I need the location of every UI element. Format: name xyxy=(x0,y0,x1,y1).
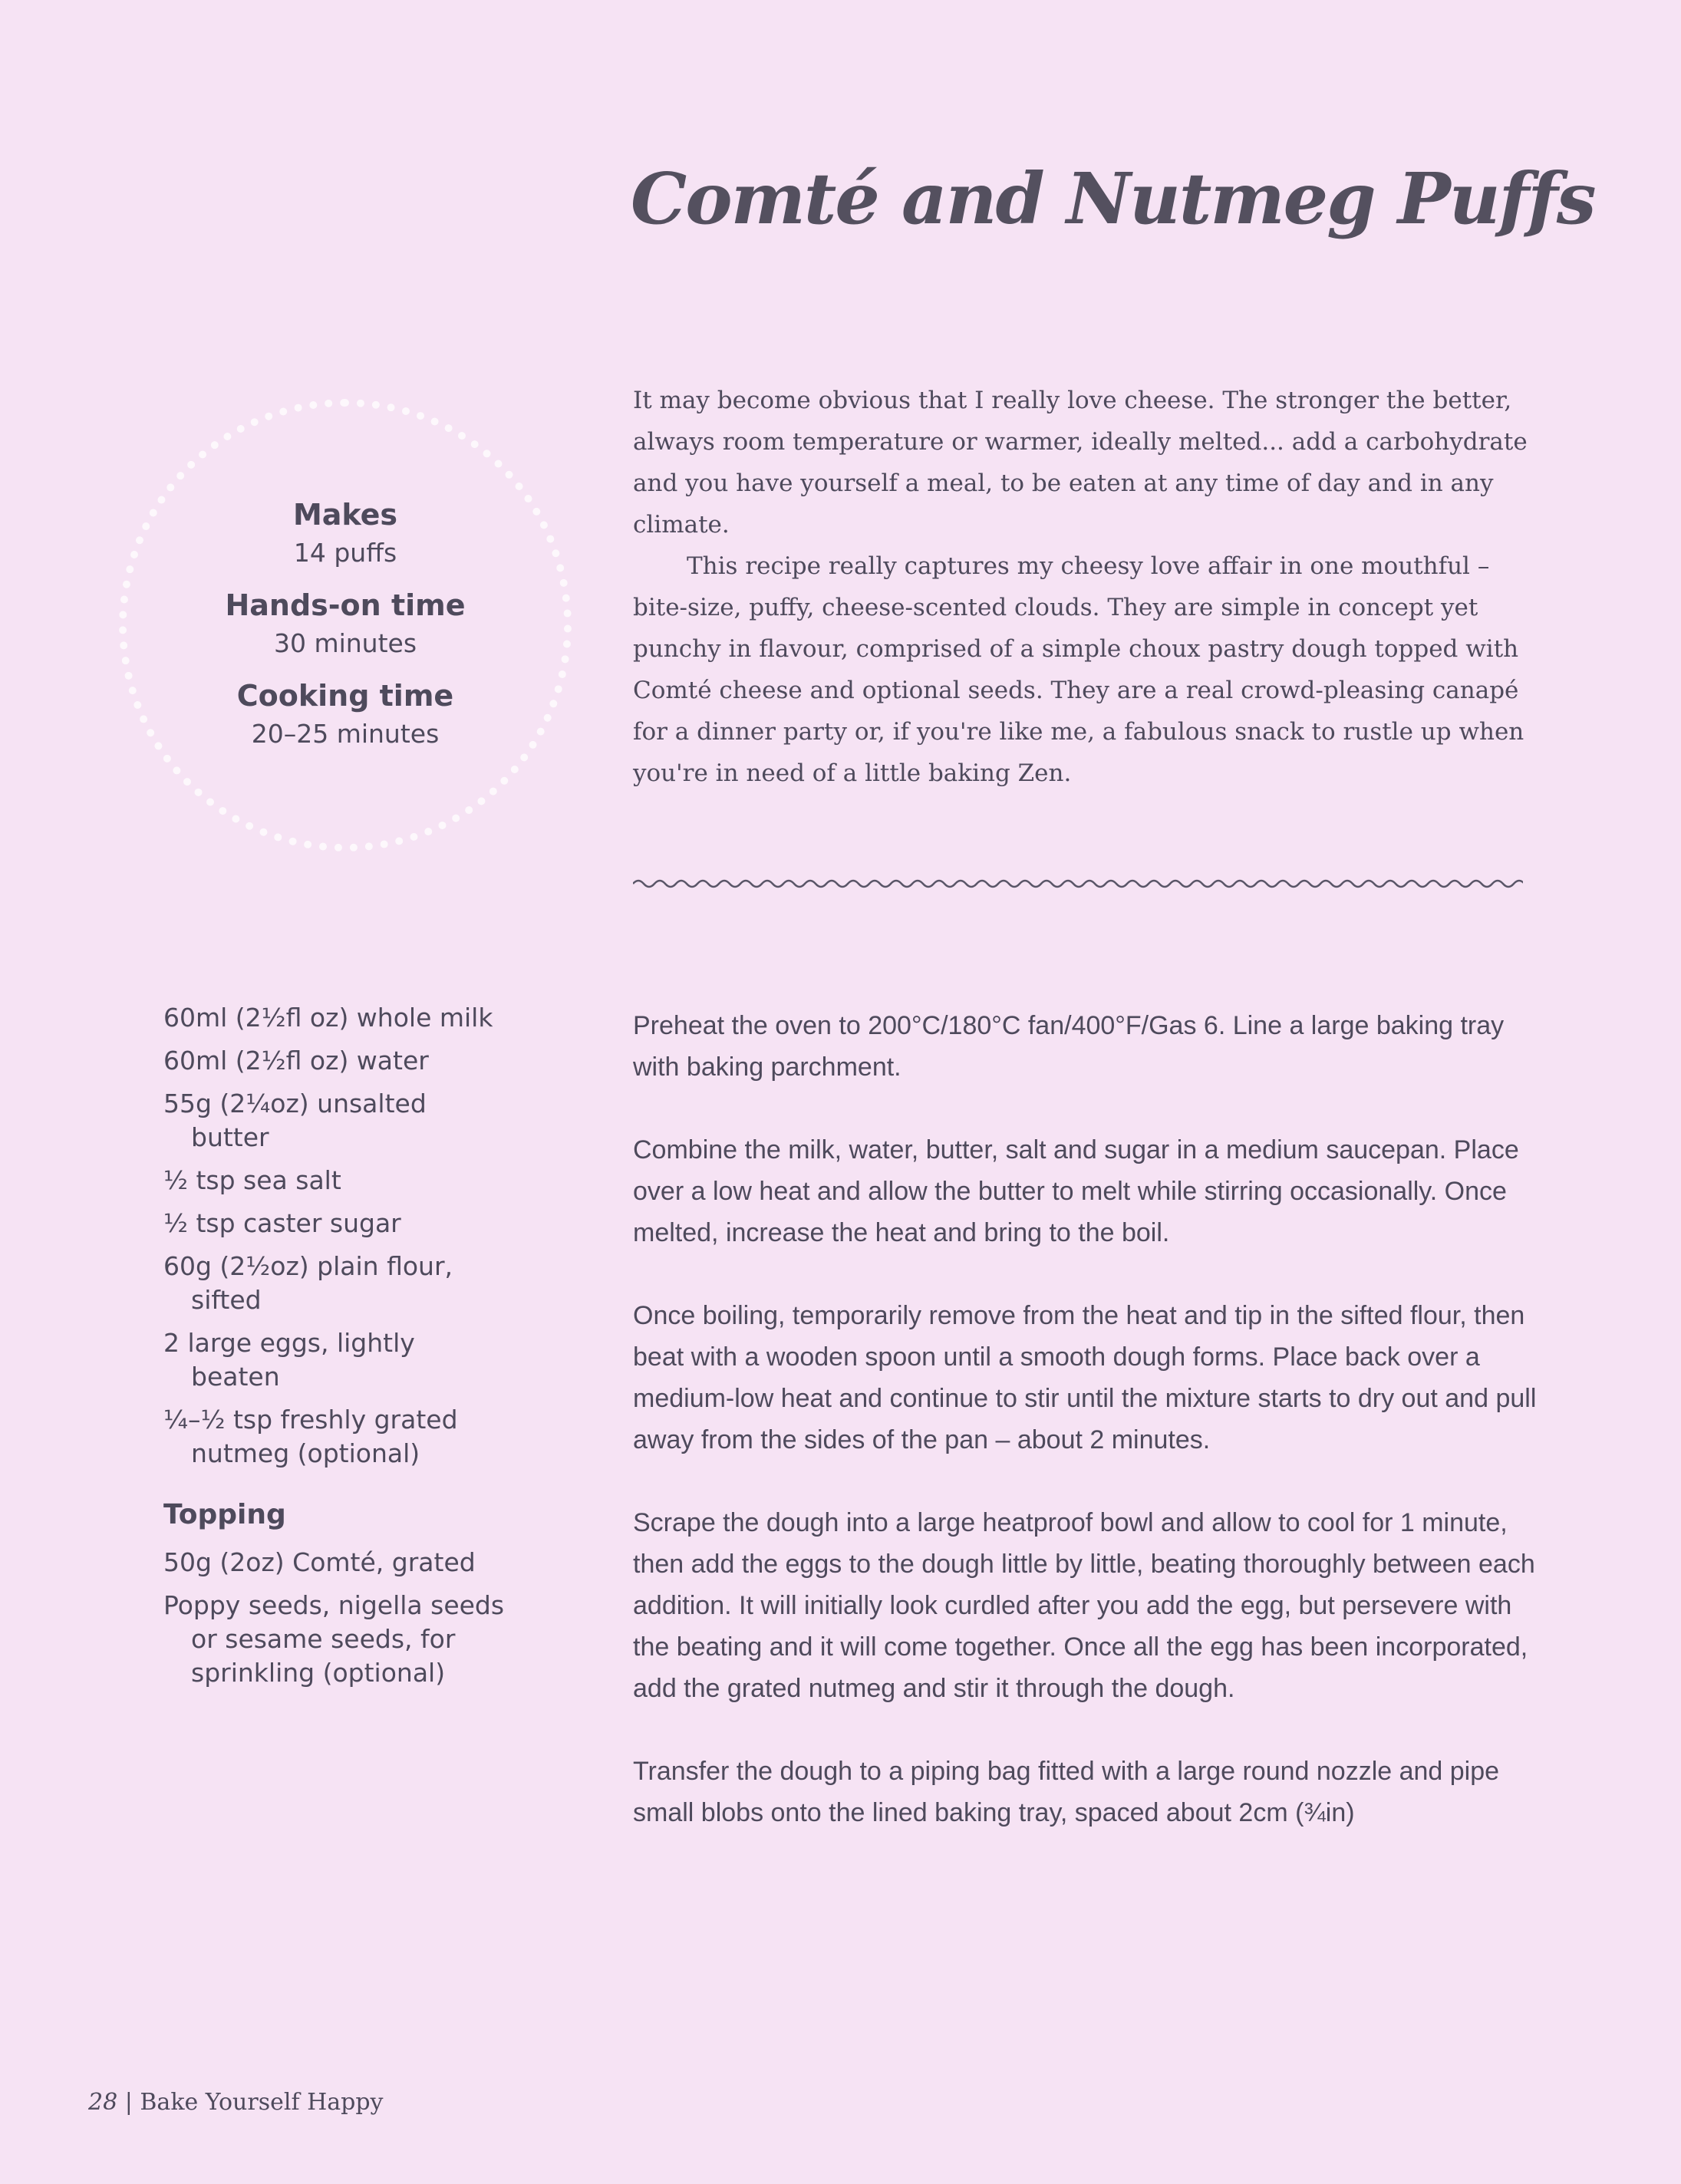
hands-on-label: Hands-on time xyxy=(225,588,466,622)
ingredient-item: 2 large eggs, lightly beaten xyxy=(163,1328,415,1392)
intro-paragraph: It may become obvious that I really love cheese. The stronger the better, always room temperature or warmer, ideally melted... add a carbohydrate and you have yourself a meal, to be eaten at any time of day and in any climate. xyxy=(633,387,1528,539)
wavy-divider xyxy=(633,875,1523,893)
method-step: Scrape the dough into a large heatproof bowl and allow to cool for 1 minute, then add the eggs to the dough little by little, beating thoroughly between each addition. It will initially look curdled after you add the egg, but persevere with the beating and it will come together. Once all the egg has been incorporated, add the grated nutmeg and stir it through the dough. xyxy=(633,1508,1535,1703)
topping-item: 50g (2oz) Comté, grated xyxy=(163,1547,476,1577)
page-footer xyxy=(88,2089,384,2116)
ingredients-list xyxy=(163,1001,524,1699)
cooking-time-label: Cooking time xyxy=(236,679,454,713)
intro-paragraph: This recipe really captures my cheesy love affair in one mouthful – bite-size, puffy, cheese-scented clouds. They are simple in concept yet punchy in flavour, comprised of a simple choux pastry dough topped with Comté cheese and optional seeds. They are a real crowd-pleasing canapé for a dinner party or, if you're like me, a fabulous snack to rustle up when you're in need of a little baking Zen. xyxy=(633,552,1524,787)
recipe-title: Comté and Nutmeg Puffs xyxy=(631,157,1595,240)
ingredient-item: 60g (2½oz) plain flour, sifted xyxy=(163,1251,453,1315)
makes-label: Makes xyxy=(292,498,398,532)
cooking-time-value: 20–25 minutes xyxy=(251,719,440,749)
ingredient-item: 60ml (2½fl oz) water xyxy=(163,1046,429,1076)
ingredient-item: 60ml (2½fl oz) whole milk xyxy=(163,1003,493,1033)
topping-heading: Topping xyxy=(163,1499,286,1530)
method-step: Once boiling, temporarily remove from the heat and tip in the sifted flour, then beat with a wooden spoon until a smooth dough forms. Place back over a medium-low heat and continue to stir until the mixture starts to dry out and pull away from the sides of the pan – about 2 minutes. xyxy=(633,1301,1537,1454)
ingredient-item: 55g (2¼oz) unsalted butter xyxy=(163,1089,427,1152)
intro-text xyxy=(633,380,1531,794)
book-title: Bake Yourself Happy xyxy=(140,2089,384,2116)
method-step: Preheat the oven to 200°C/180°C fan/400°F/Gas 6. Line a large baking tray with baking parchment. xyxy=(633,1011,1505,1082)
topping-item: Poppy seeds, nigella seeds or sesame seeds, for sprinkling (optional) xyxy=(163,1590,505,1688)
method-step: Combine the milk, water, butter, salt and sugar in a medium saucepan. Place over a low heat and allow the butter to melt while stirring occasionally. Once melted, increase the heat and bring to the boil. xyxy=(633,1135,1519,1247)
makes-value: 14 puffs xyxy=(293,538,397,568)
ingredient-item: ¼–½ tsp freshly grated nutmeg (optional) xyxy=(163,1405,458,1468)
method-step: Transfer the dough to a piping bag fitted with a large round nozzle and pipe small blobs onto the lined baking tray, spaced about 2cm (¾in) xyxy=(633,1757,1500,1827)
hands-on-value: 30 minutes xyxy=(273,628,417,658)
ingredient-item: ½ tsp caster sugar xyxy=(163,1208,401,1238)
ingredient-item: ½ tsp sea salt xyxy=(163,1165,341,1195)
recipe-meta xyxy=(119,495,572,766)
page-number: 28 xyxy=(88,2089,118,2116)
method-steps xyxy=(633,1005,1538,1875)
footer-separator: | xyxy=(124,2089,133,2116)
